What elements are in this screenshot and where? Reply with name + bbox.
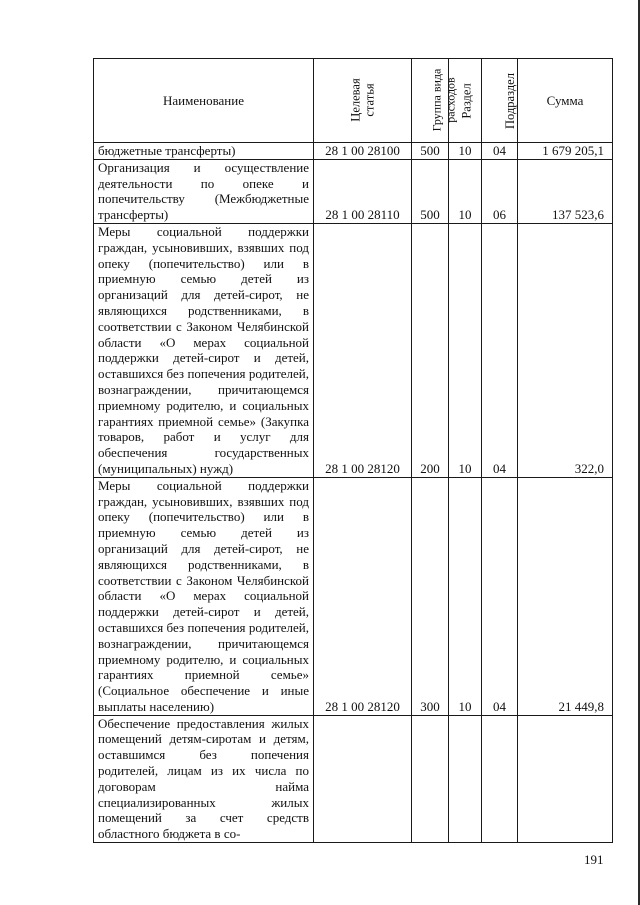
row-section: 10 bbox=[449, 143, 482, 160]
row-name: бюджетные трансферты) bbox=[94, 143, 314, 160]
row-name: Организация и осуществление деятельности по опеке и попечительству (Межбюджетные трансферты) bbox=[94, 159, 314, 223]
header-section: Раздел bbox=[449, 59, 482, 143]
row-subsection: 04 bbox=[482, 477, 518, 715]
row-subsection: 04 bbox=[482, 223, 518, 477]
row-sum: 21 449,8 bbox=[518, 477, 613, 715]
row-subsection: 04 bbox=[482, 143, 518, 160]
row-section: 10 bbox=[449, 477, 482, 715]
row-expense-group: 500 bbox=[412, 143, 449, 160]
page-number: 191 bbox=[584, 852, 604, 867]
row-target-article bbox=[314, 715, 412, 842]
header-expense-group: Группа вида расходов bbox=[412, 59, 449, 143]
row-subsection bbox=[482, 715, 518, 842]
row-section: 10 bbox=[449, 159, 482, 223]
row-sum: 1 679 205,1 bbox=[518, 143, 613, 160]
row-target-article: 28 1 00 28120 bbox=[314, 477, 412, 715]
row-name: Обеспечение предоставления жилых помещений детям-сиротам и детям, оставшимся без попечения родителей, лицам из их числа по договорам найма специализированных жилых помещений за счет средств областного бюджета в со- bbox=[94, 715, 314, 842]
table-row bbox=[94, 159, 613, 223]
header-name: Наименование bbox=[94, 59, 314, 143]
row-expense-group: 300 bbox=[412, 477, 449, 715]
header-subsection: Подраздел bbox=[482, 59, 518, 143]
row-sum bbox=[518, 715, 613, 842]
row-target-article: 28 1 00 28100 bbox=[314, 143, 412, 160]
row-target-article: 28 1 00 28120 bbox=[314, 223, 412, 477]
table-row bbox=[94, 143, 613, 160]
budget-table bbox=[93, 58, 613, 843]
row-section bbox=[449, 715, 482, 842]
table-row bbox=[94, 715, 613, 842]
header-target-article: Целевая статья bbox=[314, 59, 412, 143]
row-sum: 322,0 bbox=[518, 223, 613, 477]
header-sum: Сумма bbox=[518, 59, 613, 143]
row-subsection: 06 bbox=[482, 159, 518, 223]
row-expense-group: 200 bbox=[412, 223, 449, 477]
row-target-article: 28 1 00 28110 bbox=[314, 159, 412, 223]
row-section: 10 bbox=[449, 223, 482, 477]
table-row bbox=[94, 477, 613, 715]
row-expense-group bbox=[412, 715, 449, 842]
row-name: Меры социальной поддержки граждан, усыновивших, взявших под опеку (попечительство) или в приемную семью детей из организаций для детей-сирот, не являющихся родственниками, в соответствии с Законом Челябинской области «О мерах социальной поддержки детей-сирот и детей, оставшихся без попечения родителей, вознаграждении, причитающемся приемному родителю, и социальных гарантиях приемной семье» (Социальное обеспечение и иные выплаты населению) bbox=[94, 477, 314, 715]
row-sum: 137 523,6 bbox=[518, 159, 613, 223]
row-expense-group: 500 bbox=[412, 159, 449, 223]
row-name: Меры социальной поддержки граждан, усыновивших, взявших под опеку (попечительство) или в приемную семью детей из организаций для детей-сирот, не являющихся родственниками, в соответствии с Законом Челябинской области «О мерах социальной поддержки детей-сирот и детей, оставшихся без попечения родителей, вознаграждении, причитающемся приемному родителю, и социальных гарантиях приемной семье» (Закупка товаров, работ и услуг для обеспечения государственных (муниципальных) нужд) bbox=[94, 223, 314, 477]
table-header-row bbox=[94, 59, 613, 143]
table-row bbox=[94, 223, 613, 477]
